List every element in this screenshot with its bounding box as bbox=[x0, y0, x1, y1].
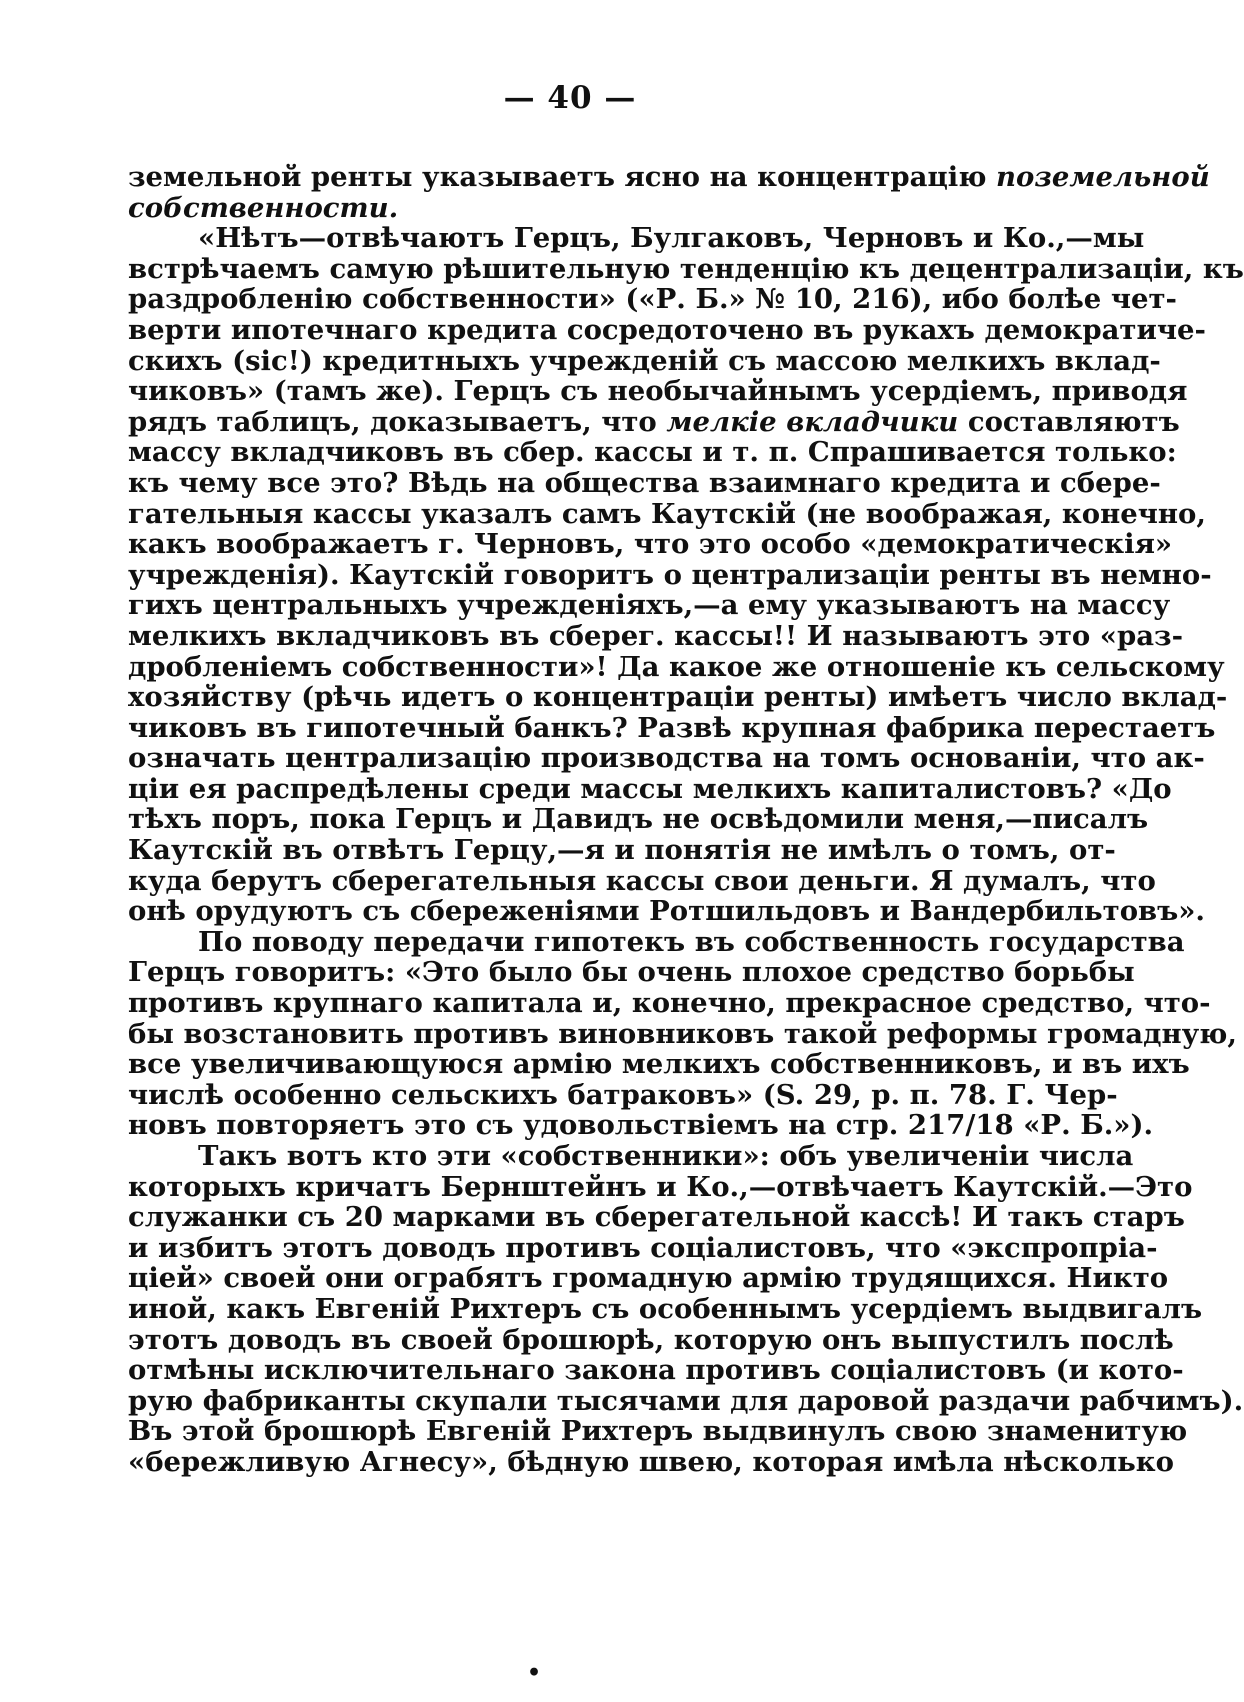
line-text: отмѣны исключительнаго закона противъ соціалистовъ (и кото- bbox=[128, 1354, 1184, 1387]
text-line bbox=[128, 405, 1180, 438]
line-text: Такъ вотъ кто эти «собственники»: объ увеличеніи числа bbox=[198, 1140, 1134, 1172]
text-line bbox=[128, 772, 1172, 805]
text-line bbox=[128, 1323, 1174, 1356]
text-line bbox=[128, 313, 1206, 346]
text-line bbox=[128, 619, 1183, 652]
text-line bbox=[128, 1109, 1154, 1142]
text-line bbox=[128, 987, 1211, 1020]
line-text: куда берутъ сберегательныя кассы свои деньги. Я думалъ, что bbox=[128, 864, 1156, 897]
text-line bbox=[128, 1384, 1244, 1417]
text-line bbox=[128, 528, 1173, 561]
text-line bbox=[128, 1078, 1118, 1111]
text-line bbox=[128, 803, 1149, 836]
line-text: числѣ особенно сельскихъ батраковъ» (S. 29, p. п. 78. Г. Чер- bbox=[128, 1078, 1118, 1111]
text-line bbox=[128, 1048, 1190, 1081]
italic-text: поземельной bbox=[996, 161, 1210, 193]
line-text: тѣхъ поръ, пока Герцъ и Давидъ не освѣдомили меня,—писалъ bbox=[128, 803, 1149, 836]
text-line bbox=[128, 589, 1171, 622]
line-text: этотъ доводъ въ своей брошюрѣ, которую онъ выпустилъ послѣ bbox=[128, 1323, 1174, 1356]
page-number: — 40 — bbox=[503, 80, 637, 116]
text-line bbox=[128, 222, 1145, 255]
line-text: ціей» своей они ограбятъ громадную армію трудящихся. Никто bbox=[128, 1262, 1169, 1295]
footer-mark: • bbox=[527, 1660, 542, 1686]
text-line bbox=[128, 283, 1177, 316]
line-text: ціи ея распредѣлены среди массы мелкихъ капиталистовъ? «До bbox=[128, 772, 1172, 805]
text-line bbox=[128, 497, 1206, 530]
line-text: новъ повторяетъ это съ удовольствіемъ на стр. 217/18 «Р. Б.»). bbox=[128, 1109, 1154, 1142]
line-text: рую фабриканты скупали тысячами для даровой раздачи рабчимъ). bbox=[128, 1384, 1244, 1417]
line-text: дробленіемъ собственности»! Да какое же отношеніе къ сельскому bbox=[128, 650, 1225, 683]
line-text: мелкихъ вкладчиковъ въ сберег. кассы!! И называютъ это «раз- bbox=[128, 619, 1183, 652]
text-line bbox=[128, 558, 1212, 591]
text-line bbox=[128, 161, 1210, 193]
text-line bbox=[128, 925, 1185, 958]
line-text: раздробленію собственности» («Р. Б.» № 10, 216), ибо болѣе чет- bbox=[128, 283, 1177, 316]
italic-text: собственности. bbox=[128, 191, 399, 224]
line-text: какъ воображаетъ г. Черновъ, что это особо «демократическія» bbox=[128, 528, 1173, 561]
line-text: массу вкладчиковъ въ сбер. кассы и т. п. Спрашивается только: bbox=[128, 436, 1177, 469]
text-line bbox=[128, 436, 1177, 469]
text-line bbox=[128, 252, 1244, 285]
line-text: чиковъ» (тамъ же). Герцъ съ необычайнымъ усердіемъ, приводя bbox=[128, 375, 1188, 408]
text-line bbox=[128, 375, 1188, 408]
line-text: все увеличивающуюся армію мелкихъ собственниковъ, и въ ихъ bbox=[128, 1048, 1190, 1081]
text-line bbox=[128, 711, 1216, 744]
line-text: онѣ орудуютъ съ сбереженіями Ротшильдовъ и Вандербильтовъ». bbox=[128, 895, 1205, 928]
text-line bbox=[128, 466, 1161, 499]
text-line bbox=[128, 650, 1225, 683]
line-text: По поводу передачи гипотекъ въ собственность государства bbox=[198, 925, 1185, 958]
line-text: чиковъ въ гипотечный банкъ? Развѣ крупная фабрика перестаетъ bbox=[128, 711, 1216, 744]
line-text: Въ этой брошюрѣ Евгеній Рихтеръ выдвинулъ свою знаменитую bbox=[128, 1415, 1188, 1448]
line-text: и избитъ этотъ доводъ противъ соціалистовъ, что «экспропріа- bbox=[128, 1231, 1158, 1264]
text-line bbox=[128, 1415, 1188, 1448]
line-text: составляютъ bbox=[958, 405, 1180, 438]
line-text: «Нѣтъ—отвѣчаютъ Герцъ, Булгаковъ, Черновъ и Ко.,—мы bbox=[198, 222, 1145, 255]
text-line bbox=[128, 1170, 1193, 1203]
line-text: бы возстановить противъ виновниковъ такой реформы громадную, bbox=[128, 1017, 1237, 1050]
text-line bbox=[128, 1201, 1185, 1234]
italic-text: мелкіе вкладчики bbox=[666, 405, 959, 438]
body-text bbox=[128, 161, 1244, 1478]
line-text: Герцъ говоритъ: «Это было бы очень плохое средство борьбы bbox=[128, 956, 1135, 989]
line-text: Каутскій въ отвѣтъ Герцу,—я и понятія не имѣлъ о томъ, от- bbox=[128, 834, 1116, 867]
text-line bbox=[128, 1262, 1169, 1295]
line-text: которыхъ кричатъ Бернштейнъ и Ко.,—отвѣчаетъ Каутскій.—Это bbox=[128, 1170, 1193, 1203]
line-text: служанки съ 20 марками въ сберегательной кассѣ! И такъ старъ bbox=[128, 1201, 1185, 1234]
line-text: гательныя кассы указалъ самъ Каутскій (не воображая, конечно, bbox=[128, 497, 1206, 530]
line-text: гихъ центральныхъ учрежденіяхъ,—а ему указываютъ на массу bbox=[128, 589, 1171, 622]
line-text: встрѣчаемъ самую рѣшительную тенденцію къ децентрализаціи, къ bbox=[128, 252, 1244, 285]
line-text: противъ крупнаго капитала и, конечно, прекрасное средство, что- bbox=[128, 987, 1211, 1020]
line-text: означать централизацію производства на томъ основаніи, что ак- bbox=[128, 742, 1205, 775]
text-line bbox=[128, 864, 1156, 897]
line-text: верти ипотечнаго кредита сосредоточено въ рукахъ демократиче- bbox=[128, 313, 1206, 346]
text-line bbox=[128, 1292, 1203, 1325]
text-line bbox=[128, 344, 1161, 377]
text-line bbox=[128, 1140, 1134, 1172]
text-line bbox=[128, 834, 1116, 867]
text-line bbox=[128, 193, 1066, 224]
text-line bbox=[128, 1017, 1237, 1050]
line-text: иной, какъ Евгеній Рихтеръ съ особеннымъ усердіемъ выдвигалъ bbox=[128, 1292, 1203, 1325]
line-text: рядъ таблицъ, доказываетъ, что bbox=[128, 405, 667, 438]
text-line bbox=[128, 956, 1135, 989]
text-line bbox=[128, 895, 1205, 928]
line-text: хозяйству (рѣчь идетъ о концентраціи ренты) имѣетъ число вклад- bbox=[128, 681, 1228, 714]
line-text: учрежденія). Каутскій говоритъ о централизаціи ренты въ немно- bbox=[128, 558, 1212, 591]
text-line bbox=[128, 1445, 1174, 1478]
text-line bbox=[128, 742, 1205, 775]
text-line bbox=[128, 1231, 1158, 1264]
line-text: къ чему все это? Вѣдь на общества взаимнаго кредита и сбере- bbox=[128, 466, 1161, 499]
line-text: «бережливую Агнесу», бѣдную швею, которая имѣла нѣсколько bbox=[128, 1445, 1174, 1478]
line-text: скихъ (sic!) кредитныхъ учрежденій съ массою мелкихъ вклад- bbox=[128, 344, 1161, 377]
text-line bbox=[128, 681, 1228, 714]
text-line bbox=[128, 1354, 1184, 1387]
line-text: земельной ренты указываетъ ясно на концентрацію bbox=[128, 161, 997, 193]
